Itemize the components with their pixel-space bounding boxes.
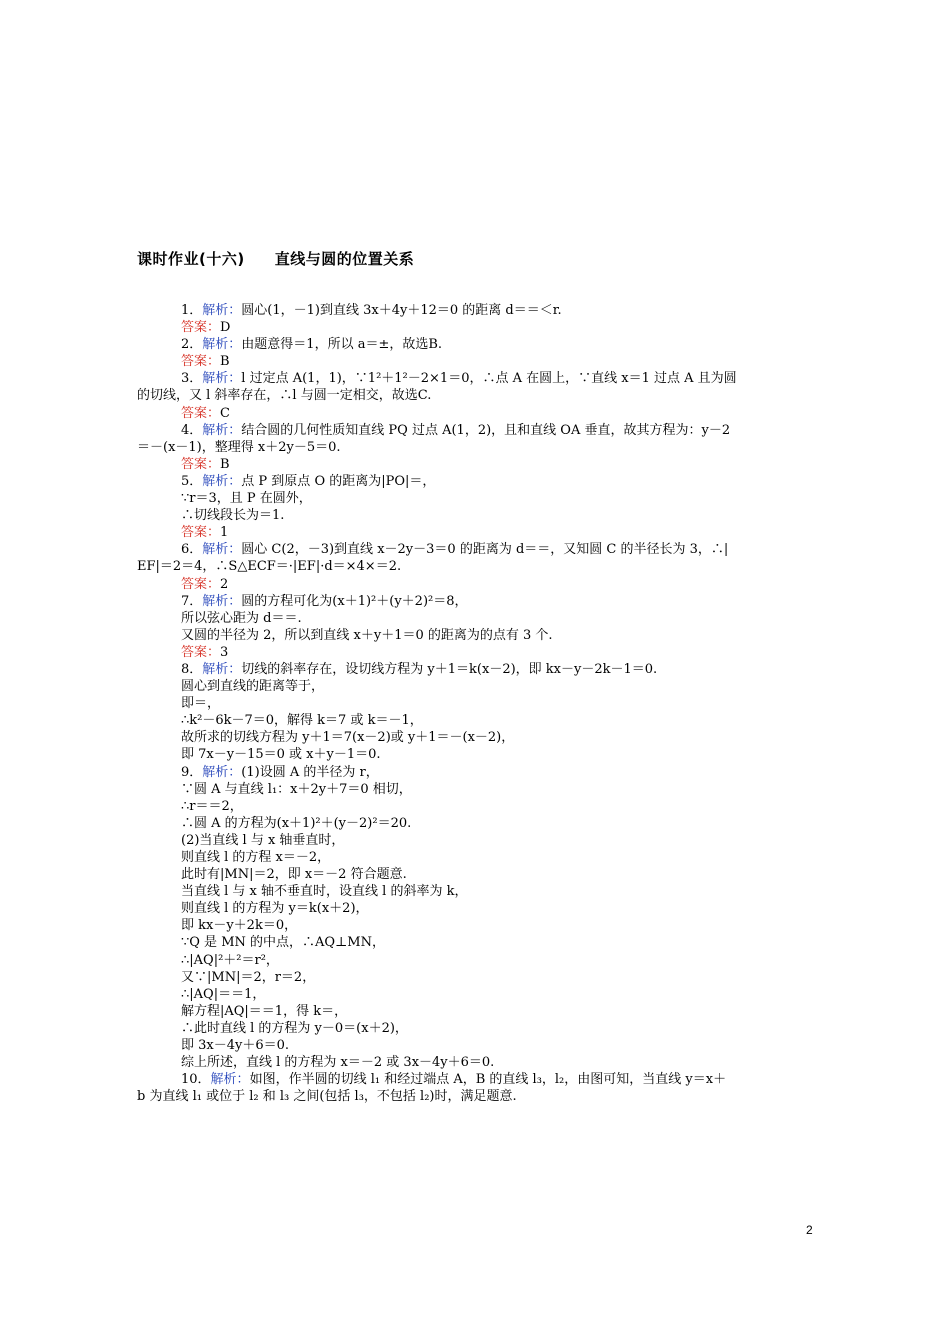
line-text: 切线的斜率存在，设切线方程为 y＋1＝k(x－2)，即 kx－y－2k－1＝0. [241, 661, 658, 677]
question-number: 2． [181, 337, 203, 353]
line-text: ∴圆 A 的方程为(x＋1)²＋(y－2)²＝20. [181, 815, 412, 831]
solution-line [137, 473, 817, 490]
line-text: 即 3x－4y＋6＝0. [181, 1038, 290, 1054]
solution-line [137, 712, 817, 729]
solution-line [137, 986, 817, 1003]
solution-line [137, 1088, 817, 1105]
title-prefix: 课时作业(十六) [137, 250, 245, 268]
solution-line [137, 405, 817, 422]
solution-line [137, 353, 817, 370]
line-text: l 过定点 A(1，1)，∵1²＋1²－2×1＝0，∴点 A 在圆上，∵直线 x＝1 过点 A 且为圆 [241, 371, 737, 387]
line-text: ∵Q 是 MN 的中点，∴AQ⊥MN， [181, 935, 385, 951]
solution-line [137, 319, 817, 336]
line-text: ∴r＝＝2， [181, 798, 243, 814]
answer-label: 答案： [181, 456, 221, 472]
line-text: 即＝， [181, 696, 221, 712]
solution-line [137, 541, 817, 558]
line-text: 当直线 l 与 x 轴不垂直时，设直线 l 的斜率为 k， [181, 884, 468, 900]
solution-line [137, 934, 817, 951]
solution-line [137, 507, 817, 524]
solution-line [137, 627, 817, 644]
solution-line [137, 764, 817, 781]
line-text: 所以弦心距为 d＝＝. [181, 610, 302, 626]
solution-line [137, 952, 817, 969]
solution-line [137, 798, 817, 815]
analysis-label: 解析： [202, 542, 242, 558]
solution-line [137, 456, 817, 473]
question-number: 1． [181, 303, 203, 318]
question-number: 9． [181, 764, 203, 780]
question-number: 4． [181, 422, 203, 438]
solution-line [137, 729, 817, 746]
line-text: 1 [220, 525, 229, 541]
solution-line [137, 969, 817, 986]
solution-line [137, 593, 817, 610]
answer-label: 答案： [181, 576, 221, 592]
analysis-label: 解析： [202, 371, 242, 387]
solution-line [137, 422, 817, 439]
analysis-label: 解析： [210, 1072, 250, 1088]
solution-line [137, 883, 817, 900]
analysis-label: 解析： [202, 337, 242, 353]
solution-line [137, 695, 817, 712]
answer-label: 答案： [181, 354, 221, 370]
analysis-label: 解析： [202, 764, 242, 780]
line-text: EF|＝2＝4，∴S△ECF＝·|EF|·d＝×4×＝2. [137, 559, 402, 575]
solution-line [137, 900, 817, 917]
answer-label: 答案： [181, 525, 221, 541]
solution-line [137, 439, 817, 456]
question-number: 10． [181, 1072, 211, 1088]
line-text: ∵r＝3，且 P 在圆外， [181, 491, 312, 507]
page-title [137, 248, 414, 269]
line-text: b 为直线 l₁ 或位于 l₂ 和 l₃ 之间(包括 l₃，不包括 l₂)时，满足题意. [137, 1089, 517, 1105]
analysis-label: 解析： [202, 661, 242, 677]
line-text: 又圆的半径为 2，所以到直线 x＋y＋1＝0 的距离为的点有 3 个. [181, 627, 553, 643]
line-text: 即 kx－y＋2k＝0， [181, 918, 298, 934]
line-text: 此时有|MN|＝2，即 x＝－2 符合题意. [181, 867, 407, 883]
page-number: 2 [806, 1223, 813, 1237]
solution-line [137, 524, 817, 541]
line-text: 由题意得＝1，所以 a＝±，故选B. [241, 337, 443, 353]
question-number: 6． [181, 542, 203, 558]
solution-line [137, 849, 817, 866]
solution-line [137, 610, 817, 627]
solution-line [137, 1054, 817, 1071]
line-text: C [220, 405, 230, 421]
line-text: 2 [220, 576, 229, 592]
line-text: 的切线，又 l 斜率存在，∴l 与圆一定相交，故选C. [137, 388, 432, 404]
line-text: 则直线 l 的方程 x＝－2， [181, 850, 331, 865]
solution-line [137, 1037, 817, 1054]
solution-line [137, 832, 817, 849]
line-text: 又∵|MN|＝2，r＝2， [181, 969, 316, 985]
line-text: D [220, 320, 231, 336]
solution-line [137, 576, 817, 593]
line-text: 点 P 到原点 O 的距离为|PO|＝， [241, 473, 436, 489]
line-text: ∴此时直线 l 的方程为 y－0＝(x＋2)， [181, 1020, 408, 1036]
solution-line [137, 558, 817, 575]
line-text: 解方程|AQ|＝＝1，得 k＝， [181, 1003, 348, 1019]
answer-label: 答案： [181, 644, 221, 660]
analysis-label: 解析： [202, 303, 242, 318]
line-text: ∴k²－6k－7＝0，解得 k＝7 或 k＝－1， [181, 713, 423, 729]
solution-line [137, 387, 817, 404]
solution-line [137, 781, 817, 798]
question-number: 8． [181, 661, 203, 677]
solution-line [137, 302, 817, 319]
line-text: ＝－(x－1)，整理得 x＋2y－5＝0. [137, 439, 341, 455]
line-text: ∴|AQ|²＋²＝r²， [181, 952, 279, 968]
solution-line [137, 1003, 817, 1020]
line-text: ∵圆 A 与直线 l₁：x＋2y＋7＝0 相切， [181, 781, 412, 797]
line-text: 即 7x－y－15＝0 或 x＋y－1＝0. [181, 747, 381, 763]
line-text: 圆心到直线的距离等于， [181, 679, 325, 695]
solution-line [137, 917, 817, 934]
analysis-label: 解析： [202, 473, 242, 489]
line-text: 结合圆的几何性质知直线 PQ 过点 A(1，2)，且和直线 OA 垂直，故其方程为：y－2 [241, 422, 731, 438]
answer-label: 答案： [181, 320, 221, 336]
solution-line [137, 644, 817, 661]
line-text: 则直线 l 的方程为 y＝k(x＋2)， [181, 901, 369, 917]
solution-line [137, 866, 817, 883]
line-text: B [220, 456, 230, 472]
solution-line [137, 815, 817, 832]
line-text: 3 [220, 644, 229, 660]
line-text: 圆心 C(2，－3)到直线 x－2y－3＝0 的距离为 d＝＝，又知圆 C 的半径长为 3，∴| [241, 542, 729, 558]
question-number: 5． [181, 473, 203, 489]
line-text: 综上所述，直线 l 的方程为 x＝－2 或 3x－4y＋6＝0. [181, 1055, 495, 1071]
solution-line [137, 336, 817, 353]
line-text: B [220, 354, 230, 370]
line-text: ∴|AQ|＝＝1， [181, 986, 266, 1002]
answer-label: 答案： [181, 405, 221, 421]
solution-line [137, 1071, 817, 1088]
question-number: 7． [181, 593, 203, 609]
line-text: 故所求的切线方程为 y＋1＝7(x－2)或 y＋1＝－(x－2)， [181, 730, 515, 746]
solution-line [137, 1020, 817, 1037]
line-text: 圆心(1，－1)到直线 3x＋4y＋12＝0 的距离 d＝＝＜r. [241, 303, 562, 318]
line-text: (1)设圆 A 的半径为 r， [241, 764, 379, 780]
analysis-label: 解析： [202, 593, 242, 609]
line-text: 圆的方程可化为(x＋1)²＋(y＋2)²＝8， [241, 593, 468, 609]
solution-line [137, 490, 817, 507]
line-text: (2)当直线 l 与 x 轴垂直时， [181, 832, 345, 848]
question-number: 3． [181, 371, 203, 387]
solution-line [137, 661, 817, 678]
line-text: ∴切线段长为＝1. [181, 508, 285, 524]
analysis-label: 解析： [202, 422, 242, 438]
line-text: 如图，作半圆的切线 l₁ 和经过端点 A，B 的直线 l₃，l₂，由图可知，当直线 y＝x＋ [249, 1072, 727, 1088]
solution-line [137, 370, 817, 387]
solution-body [137, 302, 817, 1105]
solution-line [137, 746, 817, 763]
title-main: 直线与圆的位置关系 [274, 250, 415, 268]
solution-line [137, 678, 817, 695]
